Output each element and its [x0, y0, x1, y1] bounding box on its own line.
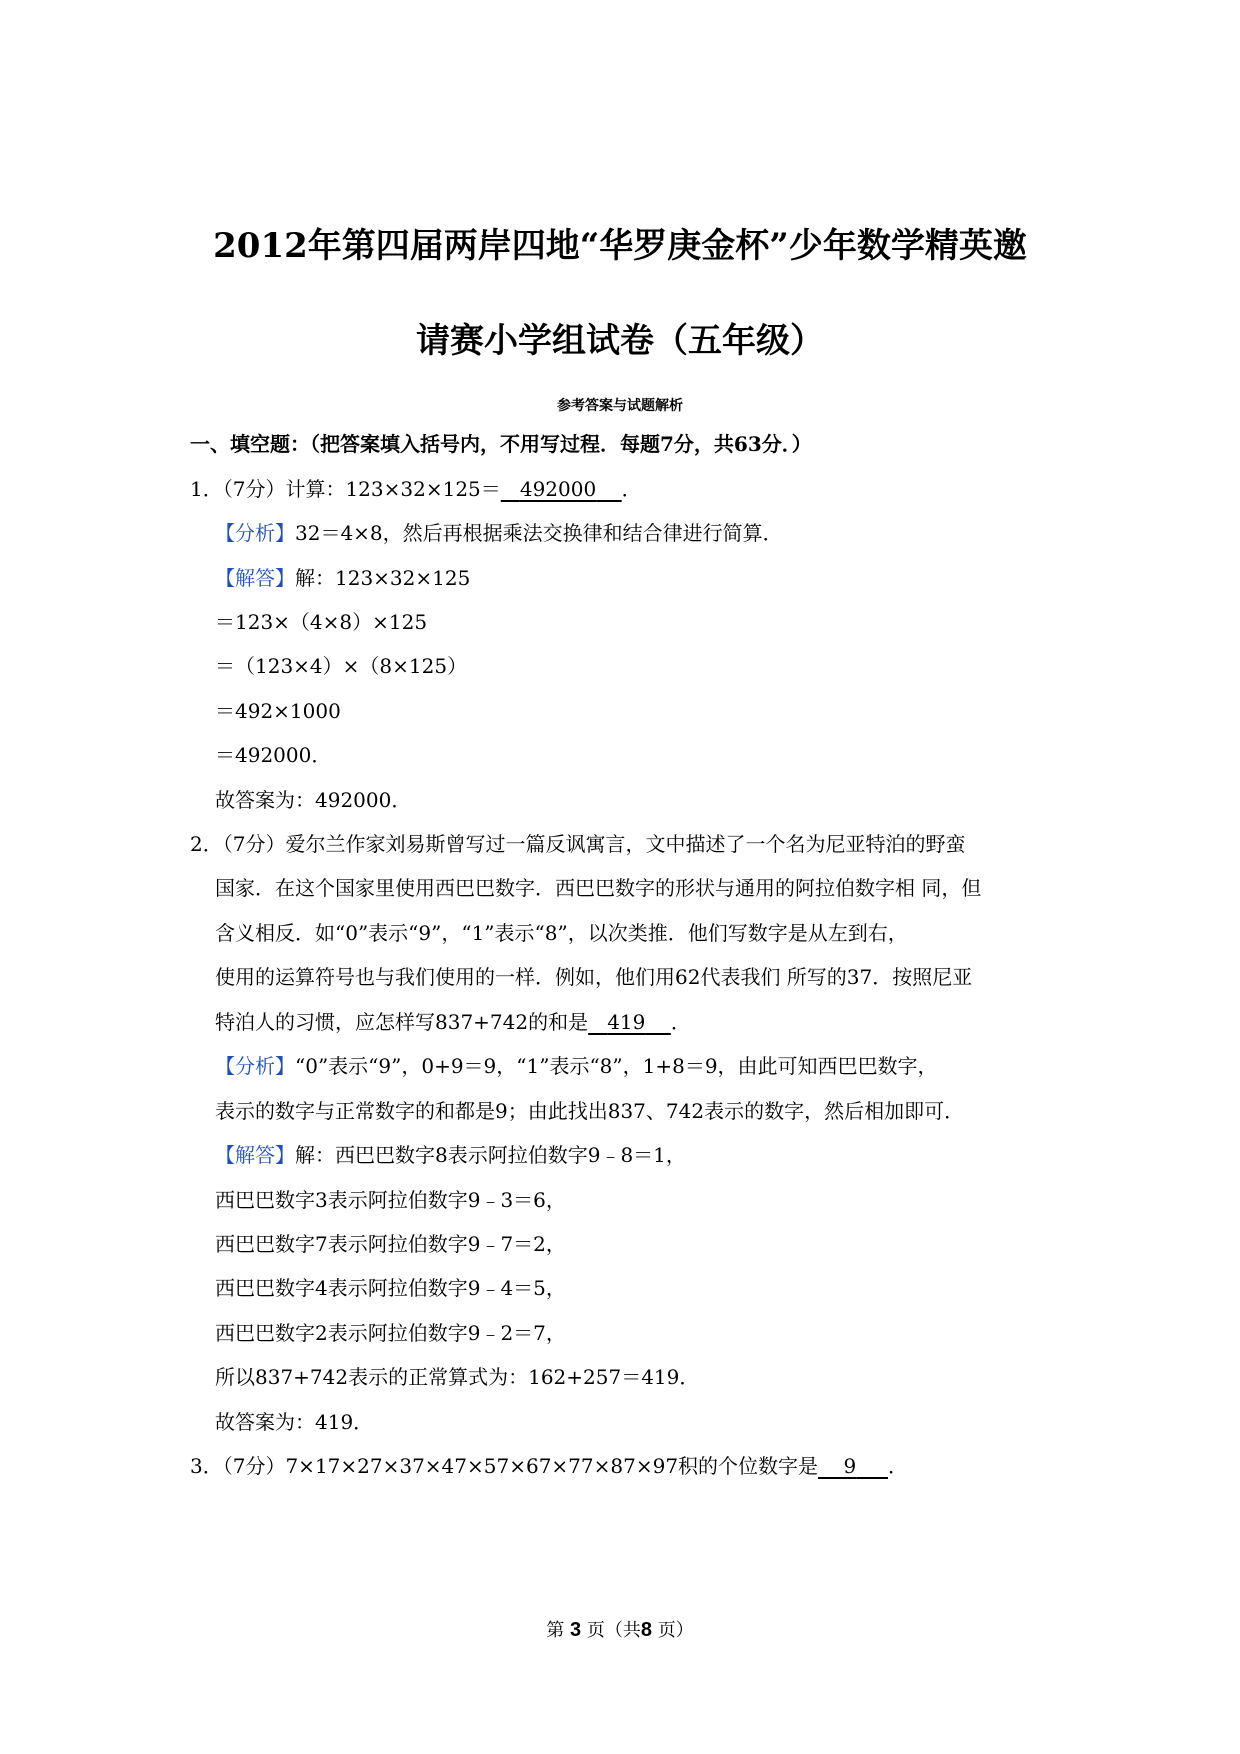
- solution-line: 西巴巴数字4表示阿拉伯数字9﹣4＝5，: [215, 1276, 566, 1300]
- answer-blank: 9: [843, 1454, 857, 1478]
- solution-line: ＝123×（4×8）×125: [215, 610, 428, 634]
- analysis-line: [215, 519, 783, 547]
- analysis-text: 表示的数字与正常数字的和都是9；由此找出837、742表示的数字，然后相加即可．: [215, 1099, 965, 1123]
- total-pages: 8: [640, 1619, 652, 1641]
- question-text: 国家．在这个国家里使用西巴巴数字．西巴巴数字的形状与通用的阿拉伯数字相 同，但: [215, 876, 982, 900]
- page-title-line1: 2012年第四届两岸四地“华罗庚金杯”少年数学精英邀: [213, 226, 1027, 266]
- solution-line: 西巴巴数字7表示阿拉伯数字9﹣7＝2，: [215, 1232, 566, 1256]
- question-2: [190, 830, 965, 858]
- analysis-tag: 【分析】: [215, 521, 295, 545]
- solution-line: [215, 1141, 686, 1169]
- solution-line: ＝492×1000: [215, 699, 341, 723]
- page-subtitle: 参考答案与试题解析: [557, 398, 683, 414]
- solution-line: 故答案为：492000．: [215, 788, 412, 812]
- analysis-text: “0”表示“9”，0+9＝9，“1”表示“8”，1+8＝9，由此可知西巴巴数字，: [295, 1054, 938, 1078]
- solution-line: 故答案为：419．: [215, 1410, 374, 1434]
- page-title-line2: 请赛小学组试卷（五年级）: [416, 321, 824, 361]
- analysis-tag: 【分析】: [215, 1054, 295, 1078]
- solution-line: 西巴巴数字2表示阿拉伯数字9﹣2＝7，: [215, 1321, 566, 1345]
- solution-line: [215, 564, 470, 592]
- question-1: 1．（7分）计算：123×32×125＝ 492000 ．: [190, 477, 642, 501]
- solution-text: 解：123×32×125: [295, 566, 471, 590]
- answer-blank: 419: [607, 1010, 646, 1034]
- question-number: 2．: [190, 832, 223, 856]
- question-text: 含义相反．如“0”表示“9”，“1”表示“8”，以次类推．他们写数字是从左到右，: [215, 921, 908, 945]
- page-footer: 第 3 页（共8 页）: [546, 1619, 694, 1641]
- question-text: （7分）爱尔兰作家刘易斯曾写过一篇反讽寓言，文中描述了一个名为尼亚特泊的野蛮: [222, 832, 966, 856]
- solution-line: ＝（123×4）×（8×125）: [215, 654, 468, 678]
- question-number: 1．: [190, 477, 223, 501]
- section-heading: 一、填空题：（把答案填入括号内，不用写过程．每题7分，共63分．）: [190, 432, 812, 456]
- page-number: 3: [570, 1619, 582, 1641]
- solution-text: 解：西巴巴数字8表示阿拉伯数字9﹣8＝1，: [295, 1143, 686, 1167]
- solution-line: 所以837+742表示的正常算式为：162+257＝419．: [215, 1365, 700, 1389]
- solution-line: ＝492000．: [215, 743, 332, 767]
- answer-blank: 492000: [519, 477, 597, 501]
- question-text: 使用的运算符号也与我们使用的一样．例如，他们用62代表我们 所写的37．按照尼亚: [215, 965, 973, 989]
- analysis-text: 32＝4×8，然后再根据乘法交换律和结合律进行简算．: [295, 521, 783, 545]
- question-number: 3．: [190, 1454, 223, 1478]
- solution-tag: 【解答】: [215, 566, 295, 590]
- solution-line: 西巴巴数字3表示阿拉伯数字9﹣3＝6，: [215, 1188, 566, 1212]
- analysis-line: [215, 1052, 938, 1080]
- question-text: （7分）计算：123×32×125＝: [222, 477, 501, 501]
- solution-tag: 【解答】: [215, 1143, 295, 1167]
- question-text: 特泊人的习惯，应怎样写837+742的和是 419 ．: [215, 1010, 691, 1034]
- question-3: 3．（7分）7×17×27×37×47×57×67×77×87×97积的个位数字是 9 ．: [190, 1454, 909, 1478]
- question-text: （7分）7×17×27×37×47×57×67×77×87×97积的个位数字是: [222, 1454, 819, 1478]
